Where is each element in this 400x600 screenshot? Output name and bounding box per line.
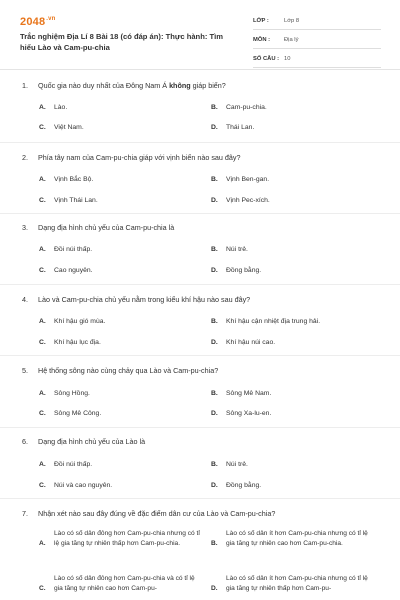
option-label: C. (39, 124, 46, 131)
option-text: Khí hậu lục địa. (54, 339, 101, 346)
option-text: Vịnh Thái Lan. (54, 197, 98, 204)
meta-box (253, 15, 381, 72)
option-label: B. (211, 390, 218, 397)
option-d[interactable] (211, 410, 271, 417)
option-c[interactable] (39, 267, 93, 274)
meta-label: SỐ CÂU : (253, 56, 280, 62)
option-text: Vịnh Pec-xích. (226, 197, 270, 204)
option-text: Khí hậu núi cao. (226, 339, 276, 346)
option-label: A. (39, 176, 46, 183)
question-text-bold: không (169, 81, 191, 90)
option-c[interactable] (39, 410, 101, 417)
question-text (22, 509, 382, 518)
question-divider (0, 213, 400, 214)
option-d[interactable] (211, 267, 261, 274)
option-label: D. (211, 267, 218, 274)
option-c[interactable] (39, 124, 84, 131)
question-text (22, 295, 382, 304)
question-text-before: Dạng địa hình chủ yếu của Lào là (38, 437, 146, 446)
question-text (22, 437, 382, 446)
option-b[interactable] (211, 104, 267, 111)
meta-value: 10 (284, 56, 291, 62)
option-b[interactable] (211, 176, 269, 183)
option-text: Đồng bằng. (226, 267, 262, 274)
option-a[interactable] (39, 246, 92, 253)
option-text: Khí hậu cận nhiệt địa trung hải. (226, 318, 321, 325)
meta-row-subject (253, 34, 381, 49)
meta-label: LỚP : (253, 18, 269, 24)
option-label: A. (39, 390, 46, 397)
option-label: C. (39, 585, 46, 592)
option-label: D. (211, 339, 218, 346)
question-text-after: giáp biển? (190, 81, 226, 90)
option-label: D. (211, 410, 218, 417)
option-c[interactable] (39, 339, 101, 346)
question-text-before: Phía tây nam của Cam-pu-chia giáp với vịnh biển nào sau đây? (38, 153, 241, 162)
option-label: C. (39, 267, 46, 274)
header (0, 0, 400, 64)
option-text: Đồi núi thấp. (54, 246, 93, 253)
option-text: Vịnh Bắc Bộ. (54, 176, 94, 183)
option-b[interactable] (211, 318, 320, 325)
header-divider (0, 69, 400, 70)
option-text: Sông Mê Công. (54, 410, 102, 417)
question-divider (0, 355, 400, 356)
option-text: Sông Hồng. (54, 390, 90, 397)
option-c[interactable] (39, 197, 98, 204)
option-a[interactable] (39, 318, 105, 325)
option-label: A. (39, 104, 46, 111)
option-text: Lào có số dân ít hơn Cam-pu-chia nhưng có tỉ lệ gia tăng tự nhiên thấp hơn Cam-pu- (226, 575, 368, 592)
question-number: 4. (22, 295, 28, 304)
meta-row-class (253, 15, 381, 30)
option-label: D. (211, 482, 218, 489)
option-label: C. (39, 339, 46, 346)
meta-value: Lớp 8 (284, 18, 300, 24)
option-label: A. (39, 461, 46, 468)
option-text: Khí hậu gió mùa. (54, 318, 106, 325)
option-a[interactable] (39, 176, 93, 183)
option-text: Cao nguyên. (54, 267, 93, 274)
option-label: B. (211, 176, 218, 183)
option-b[interactable] (211, 246, 248, 253)
option-b[interactable] (211, 390, 271, 397)
option-text: Lào có số dân ít hơn Cam-pu-chia nhưng có tỉ lệ gia tăng tự nhiên cao hơn Cam-pu-chia. (226, 530, 368, 547)
option-text: Đồi núi thấp. (54, 461, 93, 468)
option-label: B. (211, 104, 218, 111)
question-number: 1. (22, 81, 28, 90)
option-label: B. (211, 540, 218, 547)
question-text (22, 81, 382, 90)
option-b[interactable] (211, 461, 248, 468)
question-number: 2. (22, 153, 28, 162)
option-text: Vịnh Ben-gan. (226, 176, 270, 183)
option-text: Sông Xa-lu-en. (226, 410, 272, 417)
option-text: Núi trẻ. (226, 461, 248, 468)
option-d[interactable] (211, 124, 254, 131)
option-label: D. (211, 124, 218, 131)
question-text-before: Hệ thống sông nào cùng chảy qua Lào và Cam-pu-chia? (38, 366, 219, 375)
option-text: Đồng bằng. (226, 482, 262, 489)
option-text: Lào. (54, 104, 68, 111)
question-text (22, 153, 382, 162)
question-text-before: Quốc gia nào duy nhất của Đông Nam Á (38, 81, 170, 90)
option-text: Cam-pu-chia. (226, 104, 267, 111)
option-d[interactable] (211, 197, 270, 204)
site-logo[interactable] (20, 16, 56, 28)
option-label: C. (39, 482, 46, 489)
meta-value: Địa lý (284, 37, 299, 43)
question-text-before: Nhận xét nào sau đây đúng về đặc điểm dân cư của Lào và Cam-pu-chia? (38, 509, 276, 518)
meta-label: MÔN : (253, 37, 271, 43)
option-label: A. (39, 246, 46, 253)
option-text: Lào có số dân đông hơn Cam-pu-chia nhưng có tỉ lệ gia tăng tự nhiên thấp hơn Cam-pu-chia. (54, 530, 200, 547)
option-label: B. (211, 246, 218, 253)
logo-suffix: .vn (46, 16, 56, 22)
question-number: 3. (22, 223, 28, 232)
meta-row-count (253, 53, 381, 68)
question-text (22, 366, 382, 375)
question-number: 6. (22, 437, 28, 446)
option-text: Lào có số dân đông hơn Cam-pu-chia và có tỉ lệ gia tăng tự nhiên cao hơn Cam-pu- (54, 575, 195, 592)
option-a[interactable] (39, 104, 67, 111)
option-a[interactable] (39, 461, 92, 468)
option-text: Sông Mê Nam. (226, 390, 272, 397)
document-title: Trắc nghiệm Địa Lí 8 Bài 18 (có đáp án): Thực hành: Tìm hiểu Lào và Cam-pu-chia (20, 32, 223, 52)
option-label: C. (39, 410, 46, 417)
option-label: A. (39, 540, 46, 547)
question-text-before: Dạng địa hình chủ yếu của Cam-pu-chia là (38, 223, 175, 232)
logo-main: 2048 (20, 16, 46, 28)
question-text (22, 223, 382, 232)
question-number: 5. (22, 366, 28, 375)
question-number: 7. (22, 509, 28, 518)
option-c[interactable] (39, 482, 112, 489)
question-divider (0, 498, 400, 499)
option-label: D. (211, 585, 218, 592)
option-d[interactable] (211, 339, 275, 346)
question-divider (0, 284, 400, 285)
option-label: A. (39, 318, 46, 325)
question-divider (0, 427, 400, 428)
question-text-before: Lào và Cam-pu-chia chủ yếu nằm trong kiểu khí hậu nào sau đây? (38, 295, 251, 304)
option-text: Thái Lan. (226, 124, 255, 131)
question-divider (0, 142, 400, 143)
option-text: Việt Nam. (54, 124, 84, 131)
option-label: D. (211, 197, 218, 204)
option-text: Núi trẻ. (226, 246, 248, 253)
option-d[interactable] (211, 482, 261, 489)
option-text: Núi và cao nguyên. (54, 482, 113, 489)
option-label: C. (39, 197, 46, 204)
option-label: B. (211, 318, 218, 325)
option-a[interactable] (39, 390, 90, 397)
option-label: B. (211, 461, 218, 468)
